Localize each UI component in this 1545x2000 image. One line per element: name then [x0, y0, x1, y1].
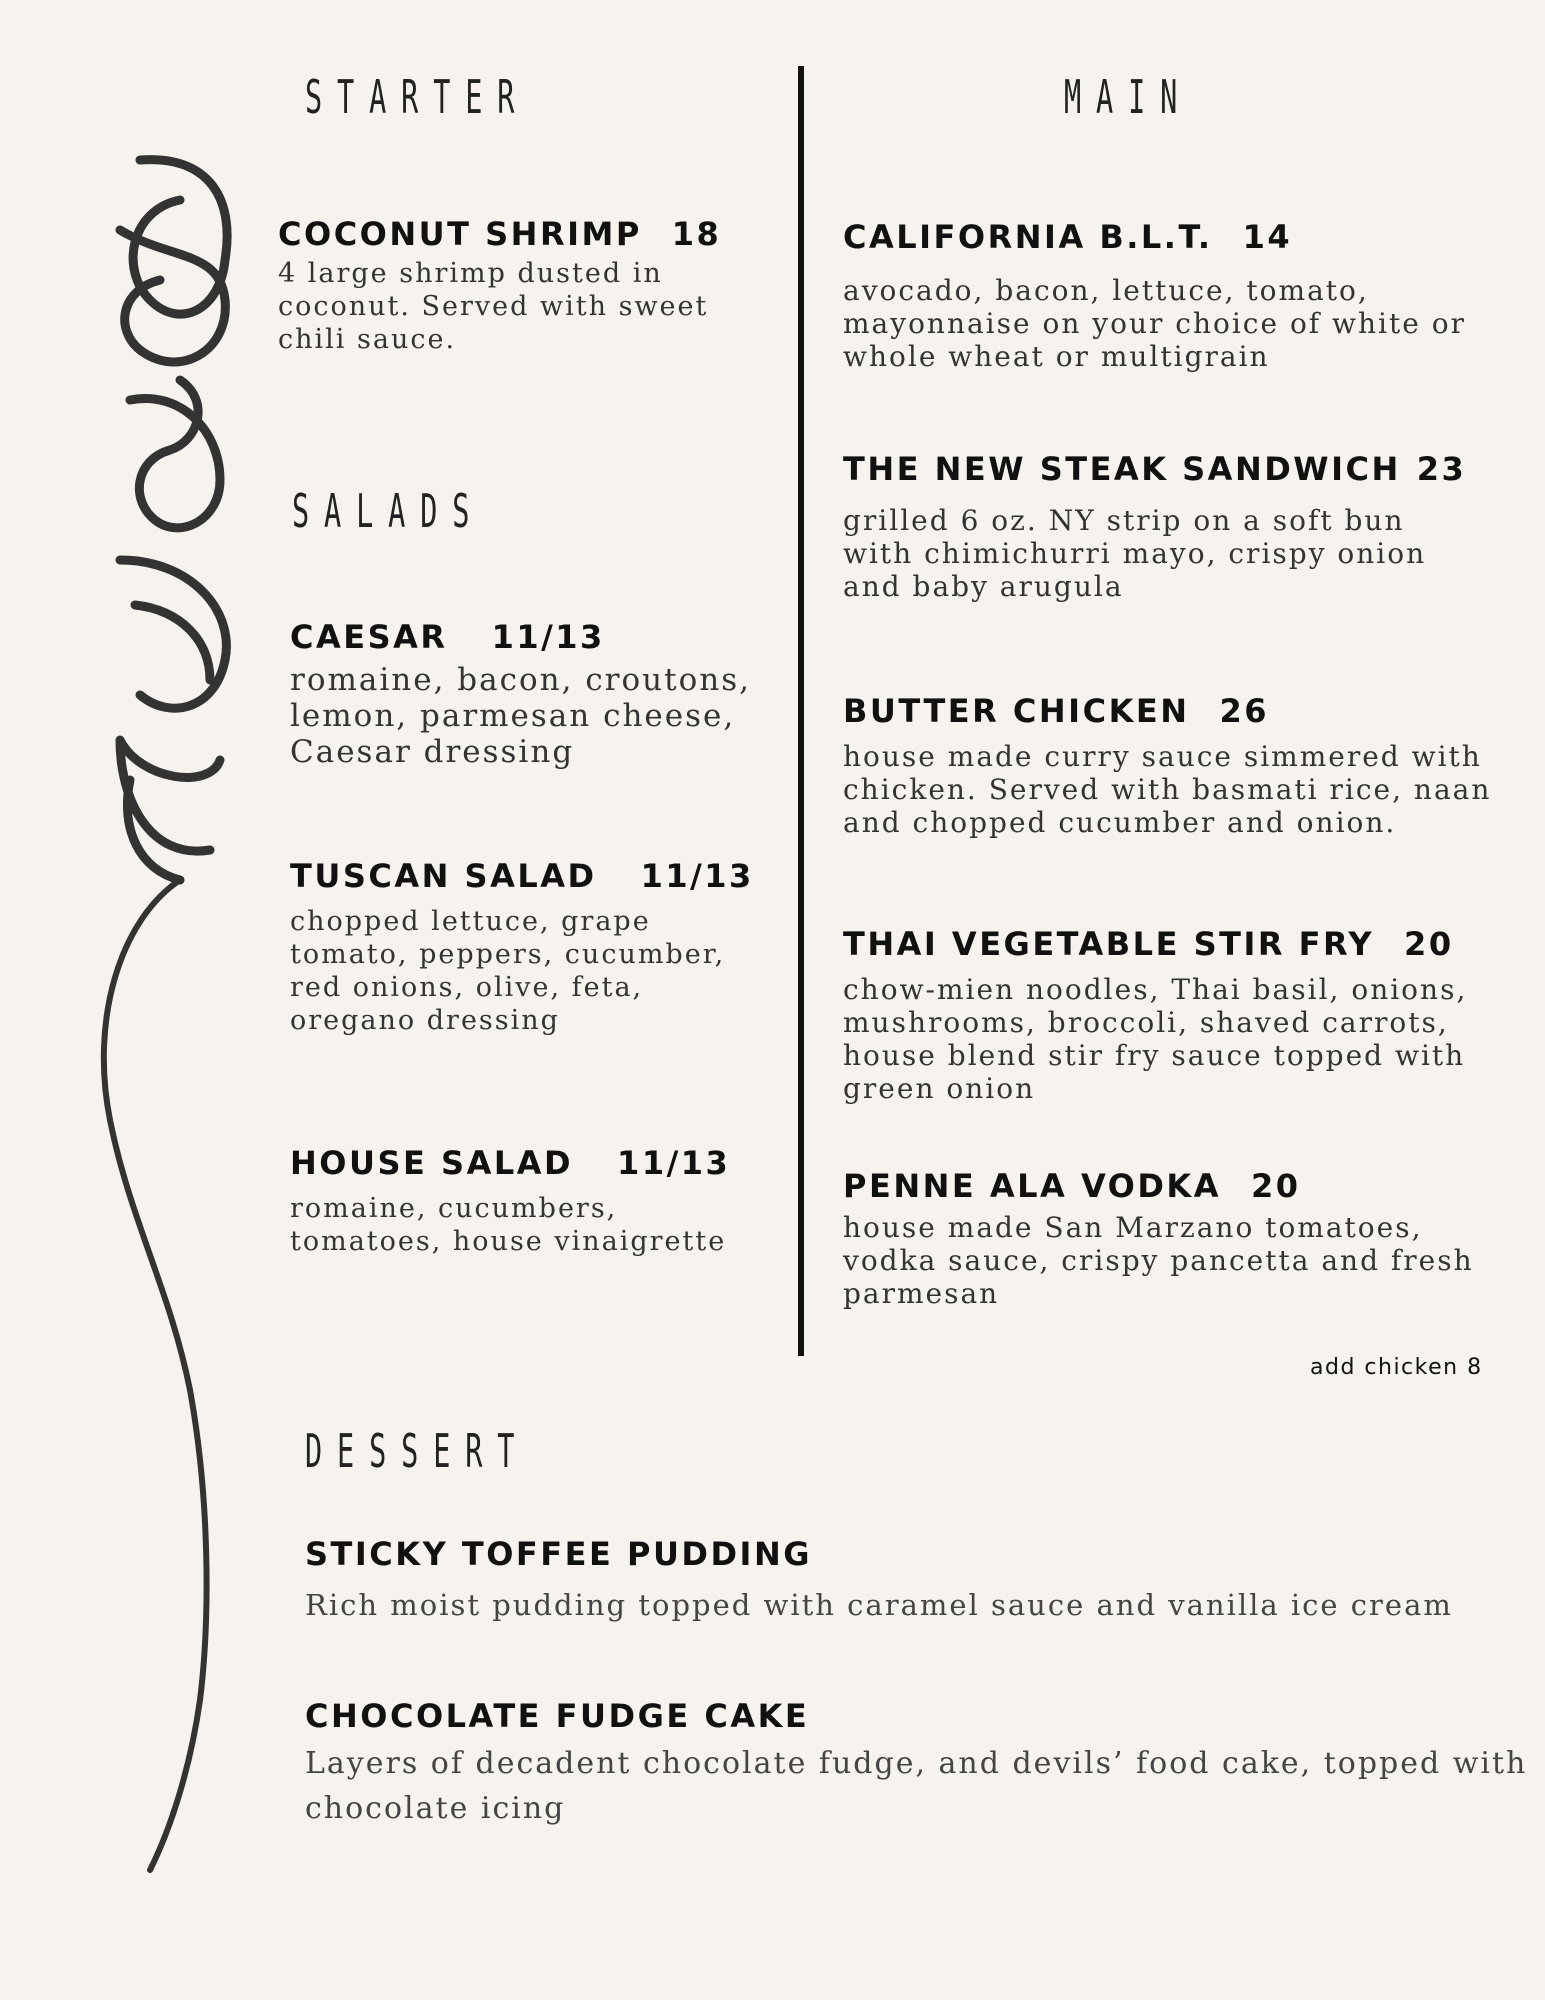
item-desc-line: green onion	[843, 1072, 1036, 1105]
menu-item-coconut-shrimp	[278, 215, 721, 356]
item-desc-line: chili sauce.	[278, 324, 457, 355]
menu-item-sticky-toffee	[305, 1535, 1453, 1622]
item-desc-line: house blend stir fry sauce topped with	[843, 1039, 1466, 1072]
item-name: STICKY TOFFEE PUDDING	[305, 1535, 812, 1573]
item-desc-line: lemon, parmesan cheese,	[290, 698, 736, 734]
item-price: 11/13	[491, 618, 605, 656]
menu-item-penne-vodka	[843, 1167, 1474, 1310]
item-price: 18	[671, 215, 722, 253]
item-desc-line: tomato, peppers, cucumber,	[290, 939, 726, 970]
item-name: PENNE ALA VODKA	[843, 1167, 1221, 1205]
item-desc-line: parmesan	[843, 1277, 1000, 1310]
item-name: HOUSE SALAD	[290, 1144, 574, 1182]
item-name: CALIFORNIA B.L.T.	[843, 218, 1213, 256]
item-desc-line: avocado, bacon, lettuce, tomato,	[843, 274, 1369, 307]
item-desc-line: chocolate icing	[305, 1791, 566, 1826]
item-desc-line: whole wheat or multigrain	[843, 340, 1270, 373]
item-price: 11/13	[617, 1144, 731, 1182]
item-desc-line: with chimichurri mayo, crispy onion	[843, 537, 1427, 570]
section-title-starter: STARTER	[305, 70, 530, 124]
menu-item-steak-sandwich	[843, 450, 1466, 603]
item-desc-line: and baby arugula	[843, 570, 1124, 603]
item-price: 20	[1404, 925, 1454, 963]
item-name: THE NEW STEAK SANDWICH	[843, 450, 1401, 488]
item-desc-line: 4 large shrimp dusted in	[278, 258, 663, 289]
item-desc-line: Rich moist pudding topped with caramel sauce and vanilla ice cream	[305, 1588, 1453, 1622]
item-name: BUTTER CHICKEN	[843, 692, 1190, 730]
item-desc-line: vodka sauce, crispy pancetta and fresh	[843, 1244, 1474, 1277]
add-chicken-note: add chicken 8	[1310, 1355, 1483, 1380]
item-desc-line: red onions, olive, feta,	[290, 972, 644, 1003]
menu-item-california-blt	[843, 218, 1466, 373]
item-desc-line: romaine, bacon, croutons,	[290, 662, 751, 698]
column-divider	[798, 66, 804, 1356]
item-desc-line: grilled 6 oz. NY strip on a soft bun	[843, 504, 1405, 537]
item-desc-line: chow-mien noodles, Thai basil, onions,	[843, 973, 1468, 1006]
menu-item-house-salad	[290, 1144, 730, 1258]
item-desc-line: mushrooms, broccoli, shaved carrots,	[843, 1006, 1449, 1039]
item-desc-line: oregano dressing	[290, 1005, 560, 1036]
menu-item-thai-stir-fry	[843, 925, 1467, 1105]
item-name: CHOCOLATE FUDGE CAKE	[305, 1697, 810, 1735]
item-desc-line: Caesar dressing	[290, 734, 575, 770]
item-name: CAESAR	[290, 618, 448, 656]
item-desc-line: romaine, cucumbers,	[290, 1193, 618, 1224]
item-price: 26	[1219, 692, 1270, 730]
item-price: 11/13	[640, 857, 754, 895]
item-desc-line: house made San Marzano tomatoes,	[843, 1211, 1423, 1244]
menu-item-caesar	[290, 618, 751, 770]
item-desc-line: chicken. Served with basmati rice, naan	[843, 773, 1492, 806]
item-desc-line: chopped lettuce, grape	[290, 906, 651, 937]
item-desc-line: and chopped cucumber and onion.	[843, 806, 1397, 839]
item-price: 23	[1416, 450, 1467, 488]
item-desc-line: mayonnaise on your choice of white or	[843, 307, 1466, 340]
menu-item-chocolate-fudge	[305, 1697, 1527, 1831]
item-desc-line: coconut. Served with sweet	[278, 291, 709, 322]
item-desc-line: Layers of decadent chocolate fudge, and devils’ food cake, topped with	[305, 1746, 1528, 1781]
item-desc-line: house made curry sauce simmered with	[843, 740, 1482, 773]
item-desc-line: tomatoes, house vinaigrette	[290, 1226, 727, 1257]
menu-item-butter-chicken	[843, 692, 1491, 839]
menu-item-tuscan-salad	[290, 857, 754, 1037]
section-title-salads: SALADS	[292, 484, 485, 538]
section-title-dessert: DESSERT	[305, 1424, 530, 1478]
item-price: 20	[1250, 1167, 1301, 1205]
item-name: TUSCAN SALAD	[290, 857, 597, 895]
item-name: THAI VEGETABLE STIR FRY	[843, 925, 1375, 963]
menu-script-logo	[60, 140, 260, 1890]
item-price: 14	[1242, 218, 1293, 256]
item-name: COCONUT SHRIMP	[278, 215, 642, 253]
section-title-main: MAIN	[1064, 70, 1193, 124]
